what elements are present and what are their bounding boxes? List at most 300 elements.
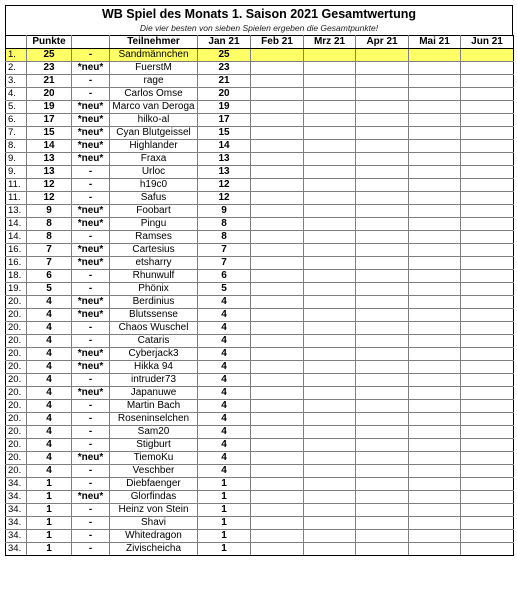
mai-21-cell [409, 127, 461, 140]
points-cell: 23 [27, 62, 72, 75]
mrz-21-cell [304, 166, 356, 179]
feb-21-cell [251, 140, 304, 153]
status-cell: *neu* [72, 127, 110, 140]
mai-21-cell [409, 361, 461, 374]
apr-21-cell [356, 517, 409, 530]
apr-21-cell [356, 153, 409, 166]
jan-21-cell: 12 [198, 192, 251, 205]
sheet-subtitle: Die vier besten von sieben Spielen ergeben die Gesamtpunkte! [5, 22, 513, 35]
mai-21-cell [409, 283, 461, 296]
table-row [6, 88, 514, 101]
rank-cell: 6. [6, 114, 27, 127]
jun-21-cell [461, 192, 514, 205]
apr-21-cell [356, 283, 409, 296]
jun-21-cell [461, 465, 514, 478]
apr-21-cell [356, 491, 409, 504]
participant-cell: Chaos Wuschel [110, 322, 198, 335]
points-cell: 1 [27, 517, 72, 530]
rank-cell: 13. [6, 205, 27, 218]
participant-cell: Sandmännchen [110, 49, 198, 62]
points-cell: 1 [27, 504, 72, 517]
mai-21-cell [409, 426, 461, 439]
feb-21-cell [251, 309, 304, 322]
rank-cell: 20. [6, 439, 27, 452]
apr-21-cell [356, 543, 409, 556]
rank-cell: 20. [6, 465, 27, 478]
mrz-21-cell [304, 374, 356, 387]
status-cell: - [72, 374, 110, 387]
participant-cell: Urloc [110, 166, 198, 179]
mrz-21-cell [304, 335, 356, 348]
feb-21-cell [251, 296, 304, 309]
status-cell: *neu* [72, 244, 110, 257]
points-cell: 4 [27, 361, 72, 374]
mrz-21-cell [304, 530, 356, 543]
mai-21-cell [409, 413, 461, 426]
participant-cell: Martin Bach [110, 400, 198, 413]
mai-21-cell [409, 75, 461, 88]
apr-21-cell [356, 452, 409, 465]
table-row [6, 491, 514, 504]
mrz-21-cell [304, 75, 356, 88]
status-cell: - [72, 530, 110, 543]
apr-21-cell [356, 88, 409, 101]
apr-21-cell [356, 348, 409, 361]
table-row [6, 231, 514, 244]
jun-21-cell [461, 478, 514, 491]
apr-21-cell [356, 530, 409, 543]
mai-21-cell [409, 517, 461, 530]
table-row [6, 543, 514, 556]
table-row [6, 426, 514, 439]
points-cell: 19 [27, 101, 72, 114]
jan-21-cell: 8 [198, 231, 251, 244]
jun-21-cell [461, 179, 514, 192]
mrz-21-cell [304, 296, 356, 309]
rank-cell: 20. [6, 361, 27, 374]
feb-21-cell [251, 244, 304, 257]
status-cell: - [72, 413, 110, 426]
points-cell: 4 [27, 452, 72, 465]
apr-21-cell [356, 49, 409, 62]
participant-cell: Hikka 94 [110, 361, 198, 374]
status-cell: - [72, 283, 110, 296]
table-row [6, 335, 514, 348]
participant-cell: Cyan Blutgeissel [110, 127, 198, 140]
header-participant: Teilnehmer [110, 36, 198, 49]
jun-21-cell [461, 244, 514, 257]
mrz-21-cell [304, 218, 356, 231]
rank-cell: 18. [6, 270, 27, 283]
participant-cell: Foobart [110, 205, 198, 218]
feb-21-cell [251, 478, 304, 491]
points-cell: 12 [27, 179, 72, 192]
feb-21-cell [251, 62, 304, 75]
feb-21-cell [251, 387, 304, 400]
mai-21-cell [409, 114, 461, 127]
points-cell: 9 [27, 205, 72, 218]
jun-21-cell [461, 361, 514, 374]
rank-cell: 34. [6, 530, 27, 543]
status-cell: - [72, 504, 110, 517]
jan-21-cell: 4 [198, 387, 251, 400]
header-rank [6, 36, 27, 49]
mai-21-cell [409, 62, 461, 75]
jan-21-cell: 13 [198, 153, 251, 166]
mrz-21-cell [304, 244, 356, 257]
header-mrz-21: Mrz 21 [304, 36, 356, 49]
jan-21-cell: 15 [198, 127, 251, 140]
points-cell: 4 [27, 309, 72, 322]
mrz-21-cell [304, 49, 356, 62]
status-cell: - [72, 166, 110, 179]
apr-21-cell [356, 127, 409, 140]
table-row [6, 504, 514, 517]
participant-cell: Berdinius [110, 296, 198, 309]
status-cell: *neu* [72, 101, 110, 114]
jan-21-cell: 4 [198, 322, 251, 335]
status-cell: - [72, 517, 110, 530]
participant-cell: Sam20 [110, 426, 198, 439]
mai-21-cell [409, 309, 461, 322]
points-cell: 4 [27, 348, 72, 361]
status-cell: *neu* [72, 348, 110, 361]
points-cell: 4 [27, 387, 72, 400]
jan-21-cell: 4 [198, 374, 251, 387]
jan-21-cell: 14 [198, 140, 251, 153]
apr-21-cell [356, 426, 409, 439]
feb-21-cell [251, 270, 304, 283]
jun-21-cell [461, 62, 514, 75]
points-cell: 8 [27, 231, 72, 244]
status-cell: *neu* [72, 387, 110, 400]
participant-cell: Cyberjack3 [110, 348, 198, 361]
table-row [6, 530, 514, 543]
status-cell: - [72, 478, 110, 491]
points-cell: 13 [27, 153, 72, 166]
jun-21-cell [461, 543, 514, 556]
table-row [6, 517, 514, 530]
table-row [6, 465, 514, 478]
table-row [6, 127, 514, 140]
feb-21-cell [251, 101, 304, 114]
points-cell: 7 [27, 257, 72, 270]
points-cell: 12 [27, 192, 72, 205]
apr-21-cell [356, 413, 409, 426]
mai-21-cell [409, 231, 461, 244]
feb-21-cell [251, 452, 304, 465]
jun-21-cell [461, 49, 514, 62]
status-cell: - [72, 49, 110, 62]
rank-cell: 20. [6, 296, 27, 309]
mrz-21-cell [304, 400, 356, 413]
participant-cell: Heinz von Stein [110, 504, 198, 517]
participant-cell: intruder73 [110, 374, 198, 387]
jun-21-cell [461, 75, 514, 88]
feb-21-cell [251, 361, 304, 374]
rank-cell: 20. [6, 387, 27, 400]
mai-21-cell [409, 296, 461, 309]
jun-21-cell [461, 218, 514, 231]
jan-21-cell: 4 [198, 309, 251, 322]
status-cell: *neu* [72, 296, 110, 309]
mrz-21-cell [304, 283, 356, 296]
jun-21-cell [461, 530, 514, 543]
participant-cell: Ramses [110, 231, 198, 244]
feb-21-cell [251, 348, 304, 361]
rank-cell: 8. [6, 140, 27, 153]
points-cell: 4 [27, 374, 72, 387]
jan-21-cell: 4 [198, 361, 251, 374]
feb-21-cell [251, 179, 304, 192]
rank-cell: 16. [6, 244, 27, 257]
rank-cell: 34. [6, 491, 27, 504]
points-cell: 25 [27, 49, 72, 62]
feb-21-cell [251, 257, 304, 270]
feb-21-cell [251, 413, 304, 426]
standings-table [5, 35, 514, 556]
table-row [6, 400, 514, 413]
table-row [6, 75, 514, 88]
jan-21-cell: 9 [198, 205, 251, 218]
apr-21-cell [356, 231, 409, 244]
mrz-21-cell [304, 361, 356, 374]
jun-21-cell [461, 335, 514, 348]
apr-21-cell [356, 140, 409, 153]
feb-21-cell [251, 504, 304, 517]
points-cell: 4 [27, 465, 72, 478]
participant-cell: Phönix [110, 283, 198, 296]
status-cell: - [72, 335, 110, 348]
rank-cell: 11. [6, 192, 27, 205]
jun-21-cell [461, 309, 514, 322]
header-row [6, 36, 514, 49]
feb-21-cell [251, 335, 304, 348]
participant-cell: Rhunwulf [110, 270, 198, 283]
points-cell: 4 [27, 335, 72, 348]
participant-cell: Blutssense [110, 309, 198, 322]
jan-21-cell: 5 [198, 283, 251, 296]
header-apr-21: Apr 21 [356, 36, 409, 49]
rank-cell: 34. [6, 478, 27, 491]
jun-21-cell [461, 127, 514, 140]
jun-21-cell [461, 153, 514, 166]
mrz-21-cell [304, 309, 356, 322]
mrz-21-cell [304, 270, 356, 283]
feb-21-cell [251, 205, 304, 218]
status-cell: *neu* [72, 309, 110, 322]
points-cell: 8 [27, 218, 72, 231]
participant-cell: Zivischeicha [110, 543, 198, 556]
jun-21-cell [461, 140, 514, 153]
participant-cell: FuerstM [110, 62, 198, 75]
rank-cell: 5. [6, 101, 27, 114]
jan-21-cell: 7 [198, 244, 251, 257]
standings-sheet [5, 5, 513, 556]
jun-21-cell [461, 88, 514, 101]
apr-21-cell [356, 478, 409, 491]
table-row [6, 270, 514, 283]
feb-21-cell [251, 491, 304, 504]
apr-21-cell [356, 218, 409, 231]
table-row [6, 166, 514, 179]
jan-21-cell: 25 [198, 49, 251, 62]
mrz-21-cell [304, 322, 356, 335]
mrz-21-cell [304, 88, 356, 101]
rank-cell: 7. [6, 127, 27, 140]
jun-21-cell [461, 231, 514, 244]
points-cell: 1 [27, 478, 72, 491]
table-row [6, 309, 514, 322]
points-cell: 14 [27, 140, 72, 153]
rank-cell: 14. [6, 231, 27, 244]
feb-21-cell [251, 322, 304, 335]
rank-cell: 20. [6, 413, 27, 426]
jun-21-cell [461, 387, 514, 400]
jun-21-cell [461, 348, 514, 361]
rank-cell: 34. [6, 504, 27, 517]
points-cell: 4 [27, 413, 72, 426]
jan-21-cell: 4 [198, 348, 251, 361]
jan-21-cell: 17 [198, 114, 251, 127]
participant-cell: Diebfaenger [110, 478, 198, 491]
jan-21-cell: 4 [198, 296, 251, 309]
jan-21-cell: 1 [198, 530, 251, 543]
mrz-21-cell [304, 101, 356, 114]
feb-21-cell [251, 114, 304, 127]
jun-21-cell [461, 413, 514, 426]
status-cell: - [72, 231, 110, 244]
mai-21-cell [409, 491, 461, 504]
jan-21-cell: 1 [198, 491, 251, 504]
mrz-21-cell [304, 348, 356, 361]
mai-21-cell [409, 335, 461, 348]
status-cell: *neu* [72, 491, 110, 504]
mrz-21-cell [304, 543, 356, 556]
apr-21-cell [356, 244, 409, 257]
rank-cell: 20. [6, 452, 27, 465]
mrz-21-cell [304, 62, 356, 75]
mai-21-cell [409, 465, 461, 478]
mai-21-cell [409, 179, 461, 192]
jan-21-cell: 4 [198, 413, 251, 426]
jun-21-cell [461, 270, 514, 283]
jan-21-cell: 4 [198, 452, 251, 465]
mrz-21-cell [304, 192, 356, 205]
points-cell: 4 [27, 426, 72, 439]
mrz-21-cell [304, 153, 356, 166]
rank-cell: 20. [6, 400, 27, 413]
jan-21-cell: 12 [198, 179, 251, 192]
apr-21-cell [356, 101, 409, 114]
participant-cell: Roseninselchen [110, 413, 198, 426]
apr-21-cell [356, 62, 409, 75]
status-cell: - [72, 75, 110, 88]
participant-cell: rage [110, 75, 198, 88]
status-cell: *neu* [72, 452, 110, 465]
table-row [6, 283, 514, 296]
participant-cell: Pingu [110, 218, 198, 231]
rank-cell: 20. [6, 309, 27, 322]
table-row [6, 439, 514, 452]
feb-21-cell [251, 543, 304, 556]
rank-cell: 3. [6, 75, 27, 88]
status-cell: - [72, 270, 110, 283]
apr-21-cell [356, 179, 409, 192]
rank-cell: 20. [6, 348, 27, 361]
mrz-21-cell [304, 127, 356, 140]
mai-21-cell [409, 257, 461, 270]
jan-21-cell: 20 [198, 88, 251, 101]
jan-21-cell: 23 [198, 62, 251, 75]
participant-cell: Cartesius [110, 244, 198, 257]
table-row [6, 296, 514, 309]
jun-21-cell [461, 101, 514, 114]
jun-21-cell [461, 504, 514, 517]
feb-21-cell [251, 231, 304, 244]
apr-21-cell [356, 361, 409, 374]
rank-cell: 4. [6, 88, 27, 101]
points-cell: 4 [27, 439, 72, 452]
jan-21-cell: 13 [198, 166, 251, 179]
header-status [72, 36, 110, 49]
status-cell: - [72, 179, 110, 192]
feb-21-cell [251, 166, 304, 179]
points-cell: 6 [27, 270, 72, 283]
rank-cell: 11. [6, 179, 27, 192]
mrz-21-cell [304, 387, 356, 400]
points-cell: 13 [27, 166, 72, 179]
participant-cell: TiemoKu [110, 452, 198, 465]
participant-cell: Shavi [110, 517, 198, 530]
status-cell: *neu* [72, 114, 110, 127]
sheet-title: WB Spiel des Monats 1. Saison 2021 Gesamtwertung [5, 5, 513, 22]
rank-cell: 9. [6, 153, 27, 166]
mai-21-cell [409, 101, 461, 114]
mai-21-cell [409, 348, 461, 361]
table-row [6, 49, 514, 62]
points-cell: 1 [27, 543, 72, 556]
mai-21-cell [409, 192, 461, 205]
rank-cell: 20. [6, 335, 27, 348]
mrz-21-cell [304, 465, 356, 478]
mrz-21-cell [304, 439, 356, 452]
table-row [6, 153, 514, 166]
mrz-21-cell [304, 517, 356, 530]
jun-21-cell [461, 322, 514, 335]
jan-21-cell: 4 [198, 335, 251, 348]
participant-cell: Carlos Omse [110, 88, 198, 101]
status-cell: *neu* [72, 140, 110, 153]
table-row [6, 361, 514, 374]
table-row [6, 114, 514, 127]
mai-21-cell [409, 530, 461, 543]
rank-cell: 16. [6, 257, 27, 270]
mai-21-cell [409, 140, 461, 153]
mrz-21-cell [304, 452, 356, 465]
participant-cell: h19c0 [110, 179, 198, 192]
jan-21-cell: 4 [198, 439, 251, 452]
status-cell: - [72, 192, 110, 205]
apr-21-cell [356, 114, 409, 127]
points-cell: 4 [27, 296, 72, 309]
feb-21-cell [251, 75, 304, 88]
jan-21-cell: 21 [198, 75, 251, 88]
mai-21-cell [409, 270, 461, 283]
jun-21-cell [461, 296, 514, 309]
jun-21-cell [461, 439, 514, 452]
participant-cell: Whitedragon [110, 530, 198, 543]
